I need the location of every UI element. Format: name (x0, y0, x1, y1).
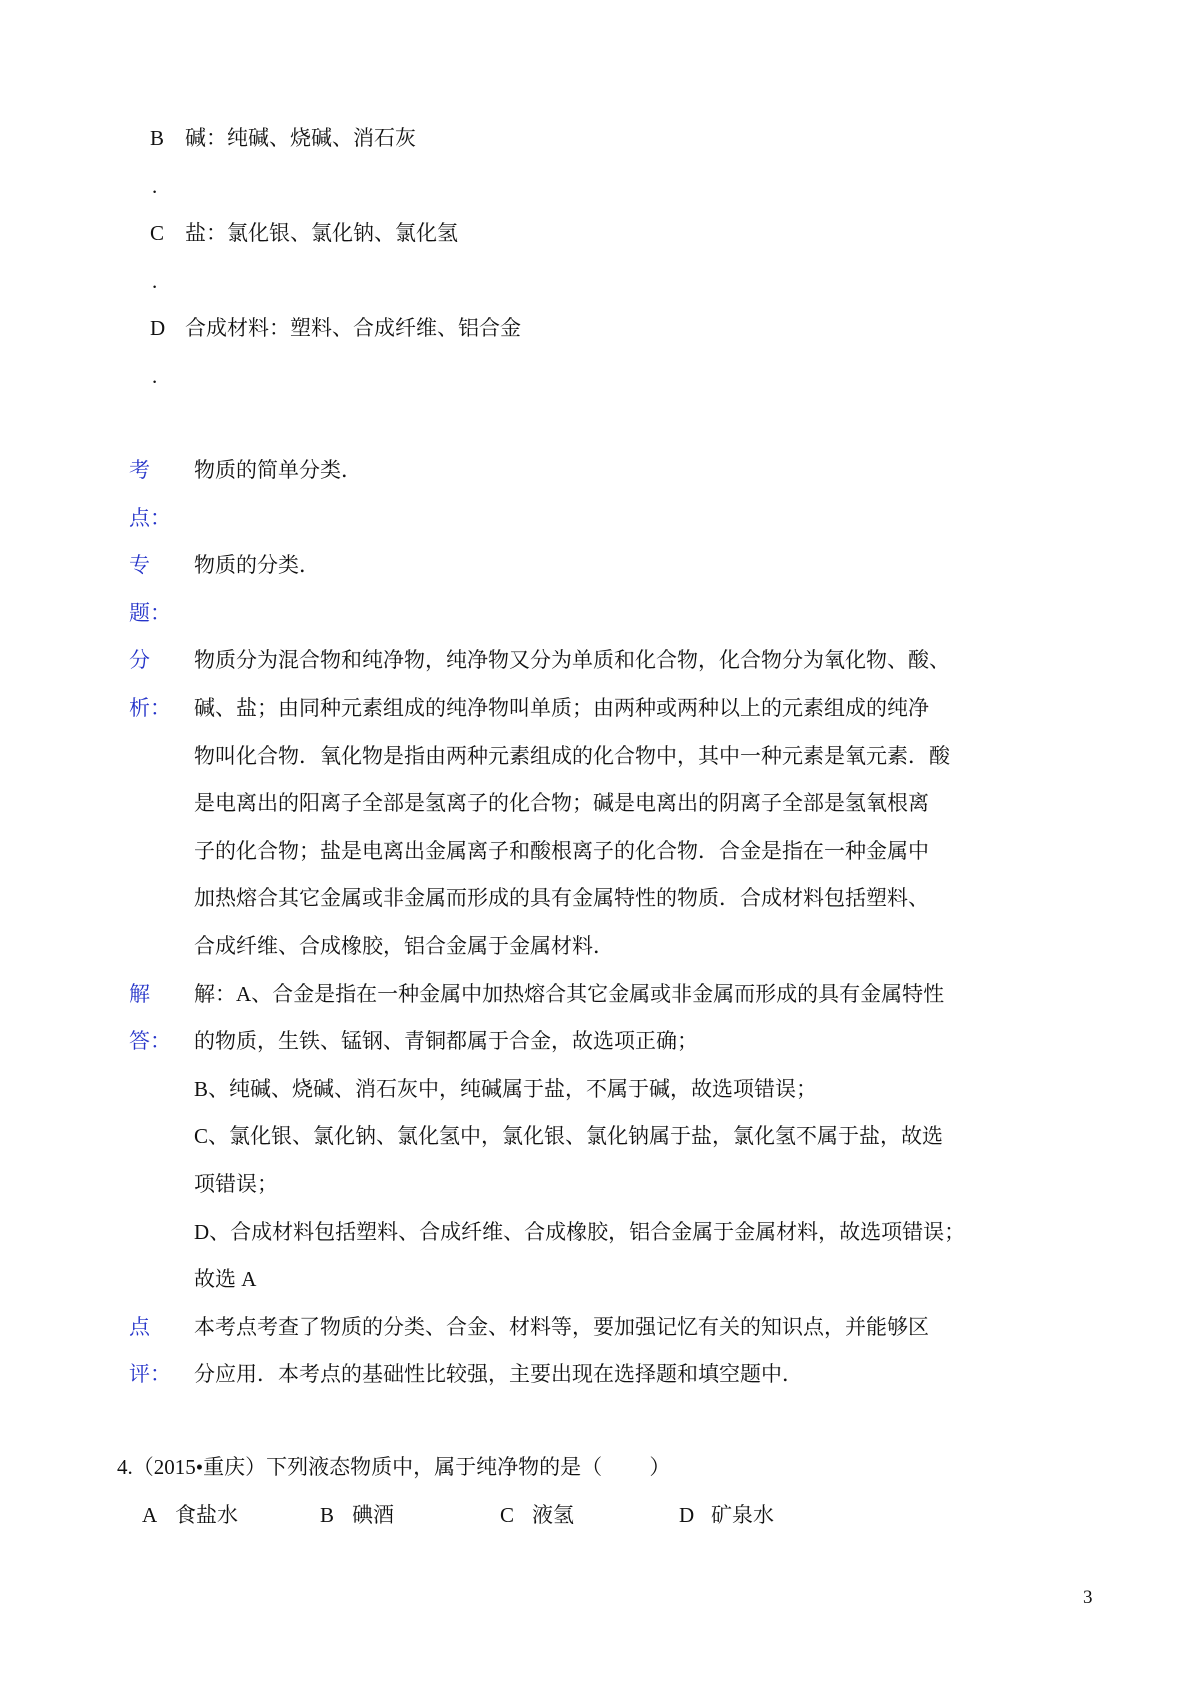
question-4-options-row (0, 1492, 1200, 1540)
page-number: 3 (1083, 1587, 1093, 1608)
section-content (194, 1304, 929, 1399)
option-text: 碱：纯碱、烧碱、消石灰 (185, 126, 416, 150)
option-dot: . (152, 173, 158, 198)
label-char: 解 (129, 981, 150, 1006)
option-letter: C (500, 1503, 515, 1527)
content-line: B、纯碱、烧碱、消石灰中，纯碱属于盐，不属于碱，故选项错误； (194, 1076, 818, 1101)
content-line: 分应用．本考点的基础性比较强，主要出现在选择题和填空题中． (194, 1362, 803, 1387)
label-char: 专 (129, 553, 150, 578)
option-d-row (0, 305, 1200, 353)
question-4-stem-row (0, 1444, 1200, 1492)
content-line: C、氯化银、氯化钠、氯化氢中，氯化银、氯化钠属于盐，氯化氢不属于盐，故选 (194, 1124, 944, 1149)
content-line: 子的化合物；盐是电离出金属离子和酸根离子的化合物．合金是指在一种金属中 (194, 838, 929, 863)
section-content (194, 637, 950, 970)
option-b-row (0, 115, 1200, 163)
content-line: 碱、盐；由同种元素组成的纯净物叫单质；由两种或两种以上的元素组成的纯净 (194, 695, 929, 720)
content-line: 物质分为混合物和纯净物，纯净物又分为单质和化合物，化合物分为氧化物、酸、 (194, 648, 950, 673)
section-label (129, 971, 171, 1066)
section-content (194, 447, 362, 495)
option-text: 盐：氯化银、氯化钠、氯化氢 (185, 221, 458, 246)
label-char: 点： (129, 505, 171, 530)
label-char: 评： (129, 1362, 171, 1387)
option-letter: D (679, 1503, 695, 1527)
content-line: 加热熔合其它金属或非金属而形成的具有金属特性的物质．合成材料包括塑料、 (194, 886, 929, 911)
option-dot: . (152, 364, 158, 388)
content-line: 项错误； (194, 1171, 278, 1196)
option-text: 食盐水 (175, 1503, 238, 1527)
section-label (129, 447, 171, 542)
option-letter: B (150, 126, 165, 150)
option-text: 液氢 (532, 1503, 574, 1527)
label-char: 点 (129, 1314, 150, 1339)
content-line: 物质的分类． (194, 553, 320, 578)
content-line: D、合成材料包括塑料、合成纤维、合成橡胶，铝合金属于金属材料，故选项错误； (194, 1219, 966, 1244)
option-c-row (0, 210, 1200, 258)
option-dot: . (152, 268, 158, 293)
label-char: 答： (129, 1029, 171, 1054)
content-line: 故选 A (194, 1267, 257, 1292)
question-stem: 4.（2015•重庆）下列液态物质中，属于纯净物的是（ ） (117, 1455, 671, 1479)
option-text: 碘酒 (352, 1503, 394, 1527)
content-line: 本考点考查了物质的分类、合金、材料等，要加强记忆有关的知识点，并能够区 (194, 1314, 929, 1339)
option-letter: B (320, 1503, 335, 1527)
option-text: 矿泉水 (711, 1503, 774, 1527)
label-char: 分 (129, 648, 150, 673)
content-line: 是电离出的阳离子全部是氢离子的化合物；碱是电离出的阴离子全部是氢氧根离 (194, 791, 929, 816)
content-line: 物叫化合物．氧化物是指由两种元素组成的化合物中，其中一种元素是氧元素．酸 (194, 743, 950, 768)
section-label (129, 637, 171, 732)
label-char: 考 (129, 458, 150, 482)
label-char: 析： (129, 695, 171, 720)
content-line: 的物质，生铁、锰钢、青铜都属于合金，故选项正确； (194, 1029, 698, 1054)
label-char: 题： (129, 600, 171, 625)
content-line: 合成纤维、合成橡胶，铝合金属于金属材料． (194, 933, 614, 958)
section-label (129, 542, 171, 637)
content-line: 解：A、合金是指在一种金属中加热熔合其它金属或非金属而形成的具有金属特性 (194, 981, 945, 1006)
option-letter: D (150, 316, 166, 341)
content-line: 物质的简单分类． (194, 458, 362, 482)
option-text: 合成材料：塑料、合成纤维、铝合金 (185, 316, 521, 341)
option-letter: C (150, 221, 165, 246)
section-label (129, 1304, 171, 1399)
option-letter: A (142, 1503, 158, 1527)
section-content (194, 542, 320, 590)
section-content (194, 971, 965, 1304)
